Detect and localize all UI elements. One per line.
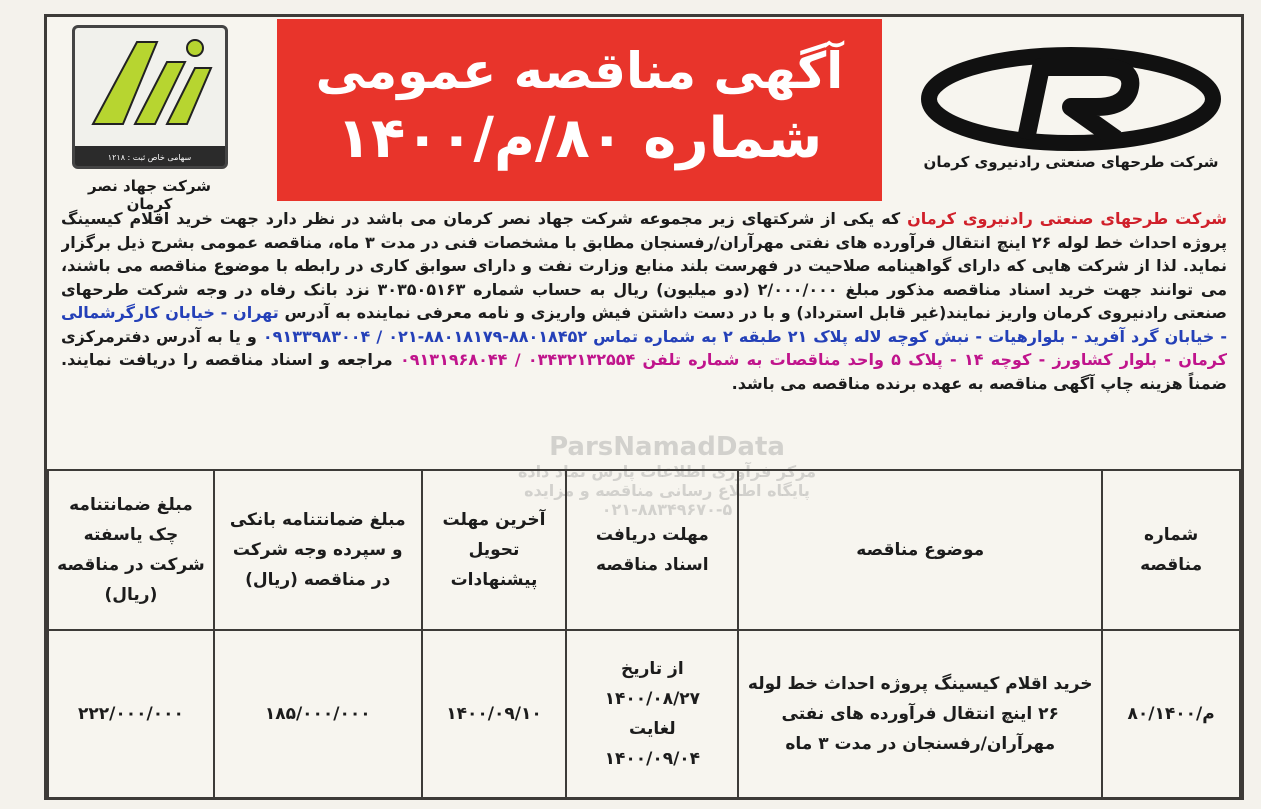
tender-table [47, 469, 1241, 799]
doc-to-label: لغایت [628, 719, 676, 739]
watermark-line1: مرکز فرآوری اطلاعات پارس نماد داده [517, 462, 817, 481]
kerman-address: کرمان - بلوار کشاورز - کوچه ۱۴ - پلاک ۵ واحد مناقصات به شماره تلفن ۰۳۴۳۲۱۳۲۵۵۴ / ۰۹۱۳۱۹۶۸۰۴۴ [400, 350, 1227, 369]
radniroo-logo-caption: شرکت طرحهای صنعتی رادنیروی کرمان [923, 153, 1219, 171]
submit-deadline-date: ۱۴۰۰/۰۹/۱۰ [446, 704, 542, 724]
company-name: شرکت طرحهای صنعتی رادنیروی کرمان [907, 209, 1227, 228]
watermark-name: ParsNamadData [549, 432, 785, 462]
cell-bank-guarantee [214, 630, 422, 798]
announcement-paragraph-2: و یا به آدرس دفترمرکزی [61, 326, 263, 346]
tender-number: ۸۰/م/۱۴۰۰ [1127, 704, 1215, 724]
radniroo-emblem-icon [921, 47, 1221, 157]
tehran-address: تهران - خیابان کارگرشمالی - خیابان گرد آفرید - بلوارهیات - نبش کوچه لاله پلاک ۲۱ طبقه ۲ به شماره تماس ۸۸۰۱۸۴۵۲-۸۸۰۱۸۱۷۹-۰۲۱ / ۰۹۱۳۳۹۸۳۰۰۴ [61, 303, 1227, 346]
header [47, 17, 1241, 213]
cell-number [1102, 630, 1240, 798]
table-row [48, 630, 1240, 798]
jahad-nasr-name: شرکت جهاد نصر کرمان [88, 177, 211, 213]
radniroo-logo [921, 47, 1221, 177]
doc-to-date: ۱۴۰۰/۰۹/۰۴ [604, 749, 701, 769]
tender-number-title: شماره ۸۰/م/۱۴۰۰ [336, 106, 823, 171]
announcement-paragraph-3: مراجعه و اسناد مناقصه را دریافت نمایند. ضمناً هزینه چاپ آگهی مناقصه به عهده برنده مناقصه می باشد. [61, 350, 1227, 393]
header-number: شماره مناقصه [1102, 470, 1240, 630]
bank-guarantee-amount: ۱۸۵/۰۰۰/۰۰۰ [264, 704, 371, 724]
jahad-nasr-emblem-icon [75, 28, 225, 146]
jahad-nasr-badge [72, 25, 228, 169]
cheque-guarantee-amount: ۲۲۲/۰۰۰/۰۰۰ [78, 704, 184, 724]
header-cheque-guarantee: مبلغ ضمانتنامه چک یاسفته شرکت در مناقصه (ریال) [48, 470, 214, 630]
cell-doc-deadline [566, 630, 738, 798]
header-submit-deadline: آخرین مهلت تحویل پیشنهادات [422, 470, 567, 630]
jahad-nasr-logo [67, 25, 232, 213]
advertisement-frame [44, 14, 1244, 800]
title-banner [277, 19, 882, 201]
cell-submit-deadline [422, 630, 567, 798]
header-bank-guarantee: مبلغ ضمانتنامه بانکی و سپرده وجه شرکت در مناقصه (ریال) [214, 470, 422, 630]
header-doc-deadline: مهلت دریافت اسناد مناقصه [566, 470, 738, 630]
watermark-line2: پایگاه اطلاع رسانی مناقصه و مزایده [524, 481, 810, 500]
announcement-text [61, 207, 1227, 465]
announcement-paragraph-1: که یکی از شرکتهای زیر مجموعه شرکت جهاد نصر کرمان می باشد در نظر دارد جهت خرید اقلام کیسینگ پروژه احداث خط لوله ۲۶ اینچ انتقال فرآورده های نفتی مهرآران/رفسنجان مطابق با مشخصات فنی در مدت ۳ ماه، مناقصه عمومی بشرح ذیل برگزار نماید. لذا از شرکت هایی که دارای گواهینامه صلاحیت در فهرست بلند منابع وزارت نفت و دارای سوابق کاری در رابطه با موضوع مناقصه می باشند، می توانند جهت خرید اسناد مناقصه مذکور مبلغ ۲/۰۰۰/۰۰۰ (دو میلیون) ریال به حساب شماره ۳۰۳۵۰۵۱۶۳ نزد بانک رفاه در وجه شرکت طرحهای صنعتی رادنیروی کرمان واریز نمایند(غیر قابل استرداد) و با در دست داشتن فیش واریزی و نامه معرفی نماینده به آدرس [61, 209, 1227, 322]
cell-cheque-guarantee [48, 630, 214, 798]
cell-subject: خرید اقلام کیسینگ پروژه احداث خط لوله ۲۶ اینچ انتقال فرآورده های نفتی مهرآران/رفسنجان در مدت ۳ ماه [738, 630, 1102, 798]
table-header-row [48, 470, 1240, 630]
watermark-phone: ۰۲۱-۸۸۳۴۹۶۷۰-۵ [601, 500, 733, 519]
header-subject: موضوع مناقصه [738, 470, 1102, 630]
doc-from-label: از تاریخ [620, 659, 684, 679]
jahad-nasr-badge-text: سهامی خاص ثبت : ۱۲۱۸ [107, 153, 192, 162]
page-title: آگهی مناقصه عمومی [315, 42, 844, 100]
doc-from-date: ۱۴۰۰/۰۸/۲۷ [604, 689, 701, 709]
